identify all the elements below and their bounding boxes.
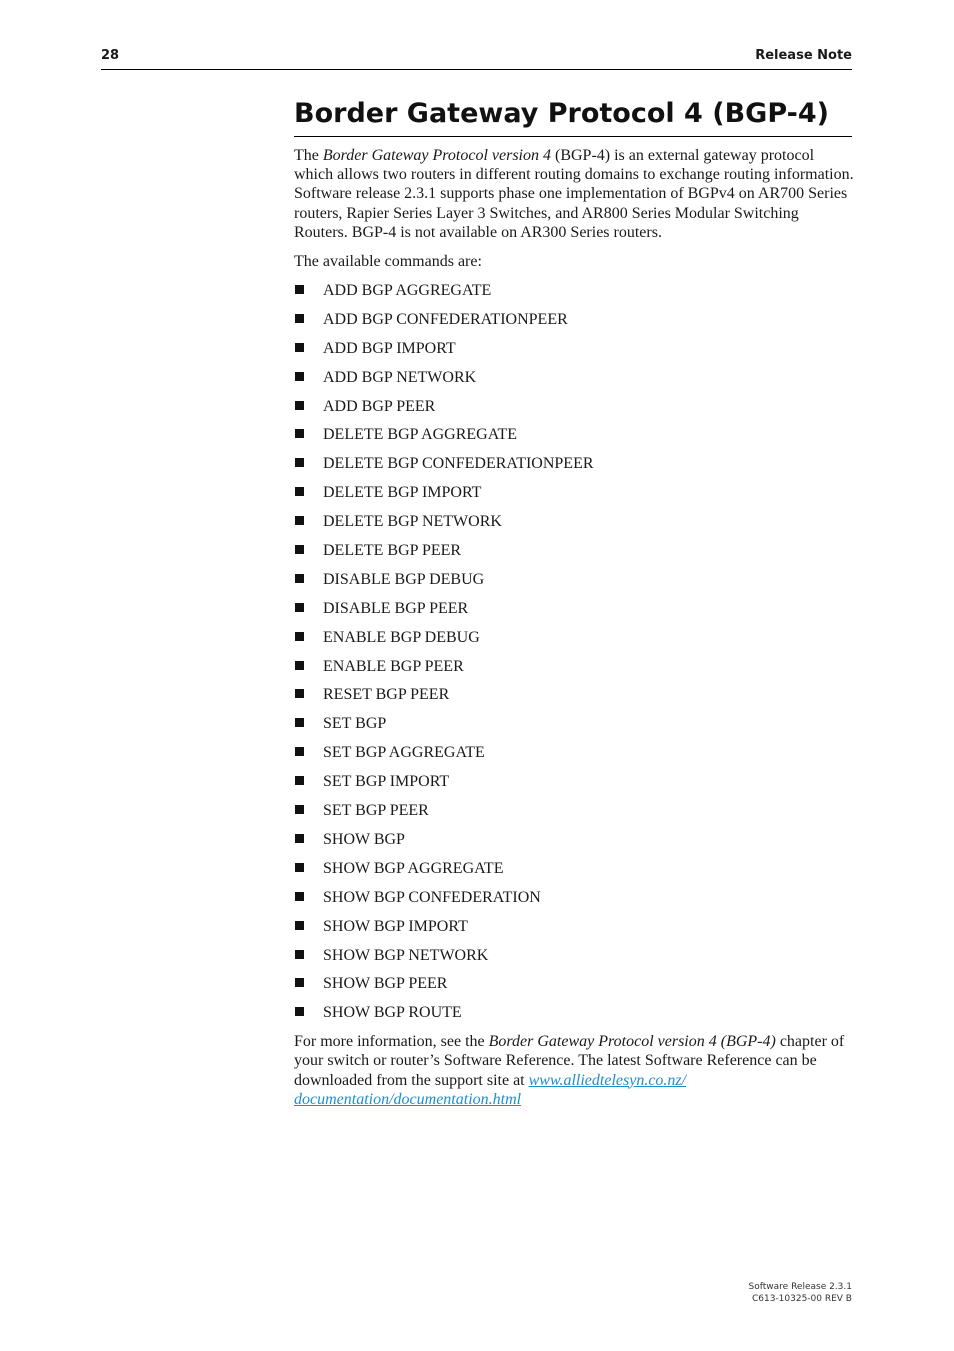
square-bullet-icon (295, 689, 304, 698)
command-list-item (294, 454, 854, 483)
page-number: 28 (101, 48, 120, 63)
intro-rest: (BGP-4) is an external gateway protocol which allows two routers in different routing domains to exchange routing information. Software release 2.3.1 supports phase one implementation of BGPv4 on AR700 Series routers, Rapier Series Layer 3 Switches, and AR800 Series Modular Switching Routers. BGP-4 is not available on AR300 Series routers. (294, 147, 854, 241)
command-name: DISABLE BGP DEBUG (323, 570, 485, 588)
square-bullet-icon (295, 892, 304, 901)
support-link-part2: documentation/documentation.html (294, 1090, 522, 1108)
square-bullet-icon (295, 603, 304, 612)
square-bullet-icon (295, 487, 304, 496)
command-name: SHOW BGP PEER (323, 975, 448, 993)
command-name: ADD BGP AGGREGATE (323, 282, 492, 300)
command-name: SHOW BGP ROUTE (323, 1004, 462, 1022)
page-footer (749, 1281, 852, 1305)
support-link-part1: www.alliedtelesyn.co.nz/ (528, 1071, 687, 1089)
command-list-item (294, 801, 854, 830)
command-name: SHOW BGP IMPORT (323, 917, 468, 935)
intro-term: Border Gateway Protocol version 4 (322, 147, 551, 164)
command-list-item (294, 397, 854, 426)
command-list-item (294, 743, 854, 772)
square-bullet-icon (295, 458, 304, 467)
command-name: ENABLE BGP DEBUG (323, 628, 480, 646)
square-bullet-icon (295, 950, 304, 959)
command-name: SET BGP (323, 715, 387, 733)
square-bullet-icon (295, 718, 304, 727)
command-name: DELETE BGP PEER (323, 542, 462, 560)
section-title: Border Gateway Protocol 4 (BGP-4) (294, 96, 852, 137)
command-list-item (294, 859, 854, 888)
command-list-item (294, 310, 854, 339)
command-list-item (294, 946, 854, 975)
command-list-item (294, 541, 854, 570)
command-list-item (294, 830, 854, 859)
command-list-item (294, 974, 854, 1003)
command-name: ADD BGP NETWORK (323, 368, 477, 386)
command-name: ENABLE BGP PEER (323, 657, 464, 675)
square-bullet-icon (295, 863, 304, 872)
square-bullet-icon (295, 776, 304, 785)
command-name: SET BGP IMPORT (323, 773, 450, 791)
command-name: SHOW BGP (323, 830, 405, 848)
square-bullet-icon (295, 285, 304, 294)
command-name: ADD BGP CONFEDERATIONPEER (323, 310, 568, 328)
footer-doc-code: C613-10325-00 REV B (751, 1294, 852, 1304)
command-name: SHOW BGP NETWORK (323, 946, 489, 964)
command-list-item (294, 483, 854, 512)
intro-prefix: The (294, 147, 323, 164)
square-bullet-icon (295, 834, 304, 843)
command-list-item (294, 657, 854, 686)
square-bullet-icon (295, 978, 304, 987)
command-name: SET BGP AGGREGATE (323, 744, 485, 762)
square-bullet-icon (295, 545, 304, 554)
command-name: RESET BGP PEER (323, 686, 450, 704)
command-list-item (294, 512, 854, 541)
command-name: ADD BGP PEER (323, 397, 436, 415)
command-name: ADD BGP IMPORT (323, 339, 456, 357)
square-bullet-icon (295, 805, 304, 814)
command-name: DISABLE BGP PEER (323, 599, 469, 617)
command-list (294, 281, 854, 1032)
command-name: SHOW BGP CONFEDERATION (323, 888, 541, 906)
command-list-item (294, 368, 854, 397)
command-name: DELETE BGP CONFEDERATIONPEER (323, 455, 594, 473)
commands-lead: The available commands are: (294, 253, 482, 271)
footer-release: Software Release 2.3.1 (748, 1282, 852, 1292)
command-name: DELETE BGP NETWORK (323, 513, 502, 531)
square-bullet-icon (295, 401, 304, 410)
page-header (101, 48, 852, 70)
square-bullet-icon (295, 429, 304, 438)
running-title: Release Note (755, 48, 852, 63)
command-list-item (294, 917, 854, 946)
command-list-item (294, 772, 854, 801)
command-list-item (294, 570, 854, 599)
square-bullet-icon (295, 314, 304, 323)
square-bullet-icon (295, 747, 304, 756)
square-bullet-icon (295, 372, 304, 381)
command-name: DELETE BGP IMPORT (323, 484, 482, 502)
square-bullet-icon (295, 343, 304, 352)
section-body (294, 146, 854, 1109)
command-list-item (294, 339, 854, 368)
square-bullet-icon (295, 661, 304, 670)
outro-middle: chapter of your switch or router’s Software Reference. The latest Software Reference can be downloaded from the support site at (294, 1033, 845, 1089)
square-bullet-icon (295, 1007, 304, 1016)
square-bullet-icon (295, 516, 304, 525)
outro-term: Border Gateway Protocol version 4 (BGP-4) (488, 1033, 776, 1051)
square-bullet-icon (295, 632, 304, 641)
command-name: DELETE BGP AGGREGATE (323, 426, 518, 444)
command-list-item (294, 599, 854, 628)
square-bullet-icon (295, 574, 304, 583)
outro-prefix: For more information, see the (294, 1033, 489, 1051)
command-list-item (294, 714, 854, 743)
command-name: SHOW BGP AGGREGATE (323, 859, 504, 877)
command-list-item (294, 628, 854, 657)
command-list-item (294, 888, 854, 917)
command-list-item (294, 685, 854, 714)
square-bullet-icon (295, 921, 304, 930)
command-list-item (294, 425, 854, 454)
command-list-item (294, 1003, 854, 1032)
outro-paragraph (294, 1032, 854, 1109)
command-list-item (294, 281, 854, 310)
command-name: SET BGP PEER (323, 802, 429, 820)
intro-paragraph (294, 146, 854, 242)
